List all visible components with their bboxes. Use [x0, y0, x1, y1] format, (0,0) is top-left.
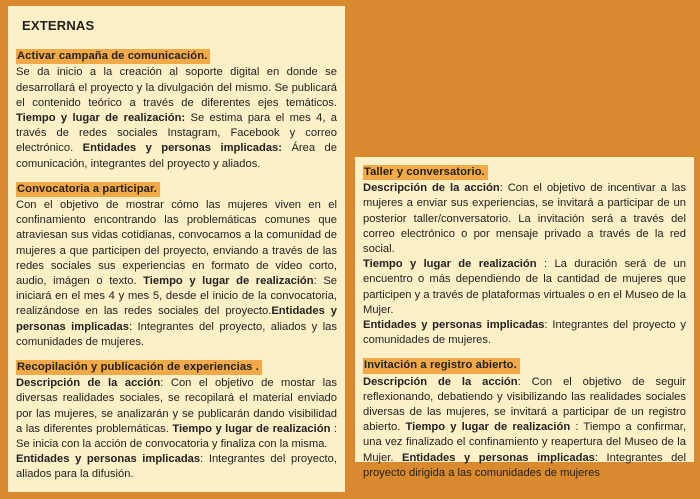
field-label: Descripción de la acción [363, 375, 518, 388]
section-title: Recopilación y publicación de experiencias . [16, 360, 262, 375]
section-title: Invitación a registro abierto. [363, 358, 520, 373]
field-label: Descripción de la acción [16, 377, 161, 390]
text-run: : Con el objetivo de seguir reflexionando, debatiendo y visibilizando las realidades sociales diversas de las mujeres, se invitará a participar de un registro abierto. [363, 375, 686, 434]
paragraph [16, 452, 337, 482]
text-run: : Con el objetivo de mostar las diversas realidades sociales, se recopilará el material enviado por las mujeres, se analizarán y se publicarán dando visibilidad a las diferentes problemáticas. [16, 377, 337, 435]
field-label: Entidades y personas implicadas [402, 451, 595, 464]
text-run: Área de comunicación, integrantes del proyecto y aliados. [16, 142, 337, 170]
section-body [16, 376, 337, 482]
text-run: Se estima para el mes 4, a través de redes sociales Instagram, Facebook y correo electrónico. [16, 112, 337, 155]
paragraph [16, 376, 337, 452]
section-body [16, 65, 337, 171]
right-panel [355, 157, 694, 479]
left-sections [16, 49, 337, 482]
right-sections [363, 165, 686, 481]
field-label: Descripción de la acción [363, 182, 500, 195]
field-label: Entidades y personas implicadas: [82, 142, 283, 155]
text-run: : Tiempo a confirmar, una vez finalizado el confinamiento y reapertura del Museo de la Mujer. [363, 421, 686, 464]
section-body [363, 181, 686, 348]
text-run: : Se iniciará en el mes 4 y mes 5, desde el inicio de la convocatoria, realizándose en las redes sociales del proyecto. [16, 275, 338, 318]
panel-heading: EXTERNAS [22, 18, 95, 33]
text-run: : Integrantes del proyecto, aliados para la difusión. [16, 453, 337, 481]
text-run: : Integrantes del proyecto y comunidades de mujeres. [363, 319, 686, 347]
field-label: Entidades y personas implicadas [16, 453, 201, 466]
section-body [363, 375, 686, 481]
paragraph [363, 181, 686, 257]
left-panel [8, 6, 345, 492]
text-run: : Con el objetivo de incentivar a las mujeres a enviar sus experiencias, se invitará a participar de un posterior taller/conversatorio. La invitación será a través del correo electrónico o por mensaje privado a través de la red social. [363, 182, 686, 256]
text-run: : La duración será de un encuentro o más dependiendo de la cantidad de mujeres que participen y a través de plataformas virtuales o en el Museo de la Mujer. [363, 258, 686, 316]
text-run: Se da inicio a la creación al soporte digital en donde se desarrollará el proyecto y la divulgación del mismo. Se publicará el contenido teórico a través de diferentes ejes temáticos. [16, 66, 337, 109]
paragraph [363, 257, 686, 318]
paragraph [16, 65, 337, 171]
text-run: : Integrantes del proyecto dirigida a las comunidades de mujeres [363, 451, 687, 479]
field-label: Tiempo y lugar de realización [143, 275, 314, 288]
field-label: Tiempo y lugar de realización [172, 422, 331, 435]
field-label: Entidades y personas implicadas [363, 319, 545, 332]
text-run: : Integrantes del proyecto, aliados y las comunidades de mujeres. [16, 320, 337, 348]
paragraph [363, 375, 686, 481]
section [16, 360, 337, 483]
field-label: Tiempo y lugar de realización [405, 421, 571, 434]
section [16, 182, 337, 350]
section [363, 165, 686, 348]
text-run: Con el objetivo de mostrar cómo las mujeres viven en el confinamiento encontrando las problemáticas comunes que atraviesan sus vidas cotidianas, convocamos a la comunidad de mujeres a que participen del proyecto, enviando a través de las redes sociales sus experiencias en formato de video corto, audio, imágen o texto. [16, 199, 337, 288]
section-title: Convocatoria a participar. [16, 182, 160, 197]
section-title: Taller y conversatorio. [363, 165, 488, 180]
field-label: Entidades y personas implicadas [16, 305, 337, 333]
text-run: : Se inicia con la acción de convocatoria y finaliza con la misma. [16, 422, 338, 451]
paragraph [363, 318, 686, 348]
section [363, 358, 686, 481]
section-title: Activar campaña de comunicación. [16, 49, 210, 64]
paragraph [16, 198, 337, 350]
field-label: Tiempo y lugar de realización [363, 258, 537, 271]
section-body [16, 198, 337, 350]
section [16, 49, 337, 172]
field-label: Tiempo y lugar de realización: [16, 112, 186, 125]
